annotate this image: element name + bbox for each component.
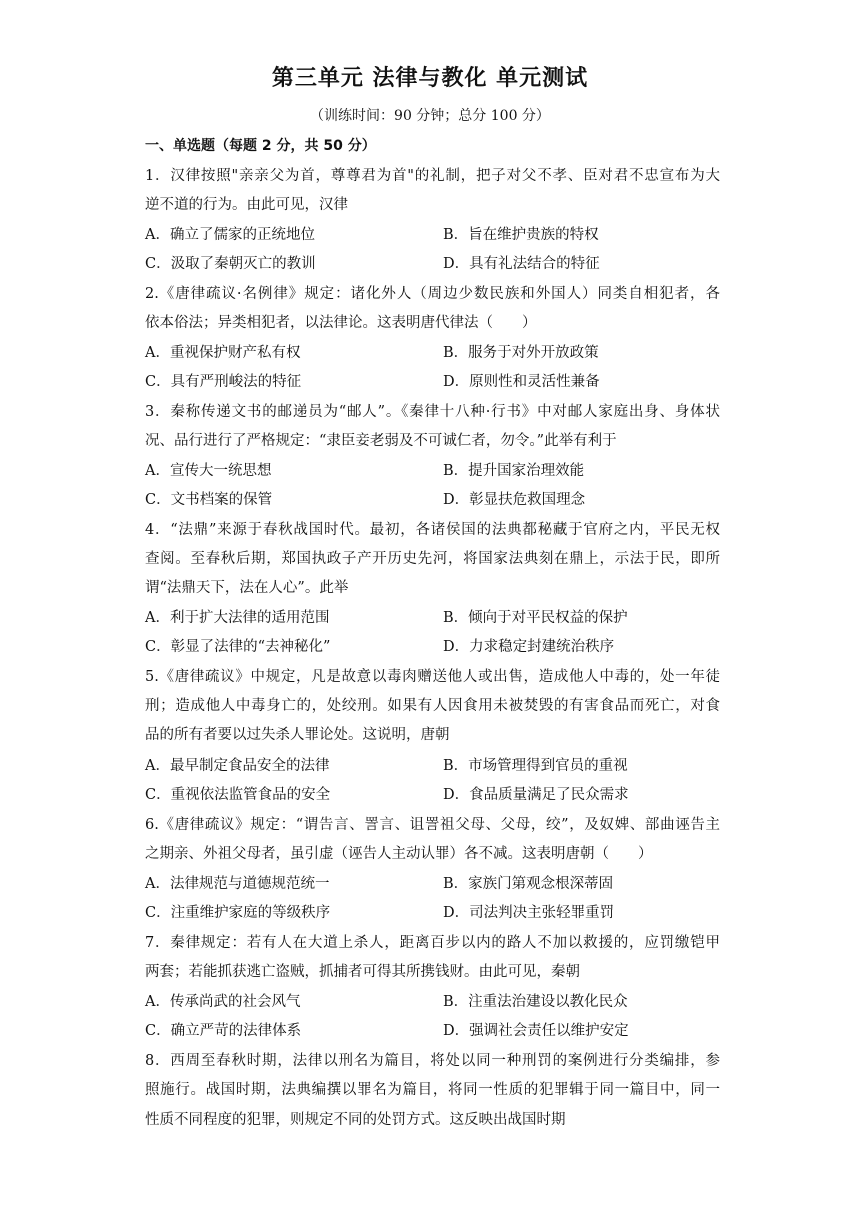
question-6-option-b: B．家族门第观念根深蒂固 [443,876,614,892]
question-2-option-b: B．服务于对外开放政策 [443,345,599,361]
question-6-line-1: 6.《唐律疏议》规定：“谓告言、詈言、诅詈祖父母、父母，绞”，及奴婢、部曲诬告主 [145,817,720,833]
question-1-option-c: C．汲取了秦朝灭亡的教训 [145,256,316,272]
question-4-line-2: 查阅。至春秋后期，郑国执政子产开历史先河，将国家法典刻在鼎上，示法于民，即所 [145,551,720,567]
question-7-option-b: B．注重法治建设以教化民众 [443,994,628,1010]
question-7-option-d: D．强调社会责任以维护安定 [443,1023,629,1039]
question-5-line-1: 5.《唐律疏议》中规定，凡是故意以毒肉赠送他人或出售，造成他人中毒的，处一年徒 [145,669,720,685]
question-2-line-2: 依本俗法；异类相犯者，以法律论。这表明唐代律法（ ） [145,315,537,331]
question-3-option-b: B．提升国家治理效能 [443,463,585,479]
question-6-line-2: 之期亲、外祖父母者，虽引虚（诬告人主动认罪）各不减。这表明唐朝（ ） [145,846,653,862]
question-5-option-d: D．食品质量满足了民众需求 [443,787,629,803]
question-6-option-d: D．司法判决主张轻罪重罚 [443,905,615,921]
question-3-option-d: D．彰显扶危救国理念 [443,492,586,508]
question-3-option-a: A．宣传大一统思想 [145,463,272,479]
question-2-option-a: A．重视保护财产私有权 [145,345,301,361]
question-7-option-c: C．确立严苛的法律体系 [145,1023,302,1039]
question-7-line-1: 7．秦律规定：若有人在大道上杀人，距离百步以内的路人不加以救援的，应罚缴铠甲 [145,935,720,951]
question-4-option-d: D．力求稳定封建统治秩序 [443,639,615,655]
question-5-line-3: 品的所有者要以过失杀人罪论处。这说明，唐朝 [145,727,450,743]
question-5-option-a: A．最早制定食品安全的法律 [145,758,330,774]
question-3-line-2: 况、品行进行了严格规定：“隶臣妾老弱及不可诚仁者，勿令。”此举有利于 [145,433,617,449]
question-1-option-b: B．旨在维护贵族的特权 [443,227,599,243]
question-8-line-2: 照施行。战国时期，法典编撰以罪名为篇目，将同一性质的犯罪辑于同一篇目中，同一 [145,1082,720,1098]
question-2-line-1: 2.《唐律疏议·名例律》规定：诸化外人（周边少数民族和外国人）同类自相犯者，各 [145,286,720,302]
question-6-option-c: C．注重维护家庭的等级秩序 [145,905,331,921]
question-7-line-2: 两套；若能抓获逃亡盗贼，抓捕者可得其所携钱财。由此可见，秦朝 [145,964,580,980]
question-4-option-b: B．倾向于对平民权益的保护 [443,610,628,626]
question-6-option-a: A．法律规范与道德规范统一 [145,876,330,892]
question-1-line-1: 1．汉律按照"亲亲父为首，尊尊君为首"的礼制，把子对父不孝、臣对君不忠宣布为大 [145,168,720,184]
page-title: 第三单元 法律与教化 单元测试 [271,66,589,91]
question-4-option-a: A．利于扩大法律的适用范围 [145,610,330,626]
question-2-option-d: D．原则性和灵活性兼备 [443,374,600,390]
question-2-option-c: C．具有严刑峻法的特征 [145,374,302,390]
question-7-option-a: A．传承尚武的社会风气 [145,994,301,1010]
question-3-line-1: 3．秦称传递文书的邮递员为“邮人”。《秦律十八种·行书》中对邮人家庭出身、身体状 [145,404,720,420]
question-1-line-2: 逆不道的行为。由此可见，汉律 [145,197,348,213]
section-heading: 一、单选题（每题 2 分，共 50 分） [145,138,376,154]
question-8-line-3: 性质不同程度的犯罪，则规定不同的处罚方式。这反映出战国时期 [145,1112,566,1128]
question-4-line-1: 4．“法鼎”来源于春秋战国时代。最初，各诸侯国的法典都秘藏于官府之内，平民无权 [145,522,720,538]
question-4-option-c: C．彰显了法律的“去神秘化” [145,639,331,655]
question-3-option-c: C．文书档案的保管 [145,492,273,508]
question-5-option-b: B．市场管理得到官员的重视 [443,758,628,774]
question-5-option-c: C．重视依法监管食品的安全 [145,787,331,803]
page-subtitle: （训练时间：90 分钟；总分 100 分） [310,108,550,124]
question-1-option-a: A．确立了儒家的正统地位 [145,227,315,243]
question-4-line-3: 谓“法鼎天下，法在人心”。此举 [145,580,349,596]
question-5-line-2: 刑；造成他人中毒身亡的，处绞刑。如果有人因食用未被焚毁的有害食品而死亡，对食 [145,698,720,714]
question-8-line-1: 8．西周至春秋时期，法律以刑名为篇目，将处以同一种刑罚的案例进行分类编排，参 [145,1053,720,1069]
question-1-option-d: D．具有礼法结合的特征 [443,256,600,272]
